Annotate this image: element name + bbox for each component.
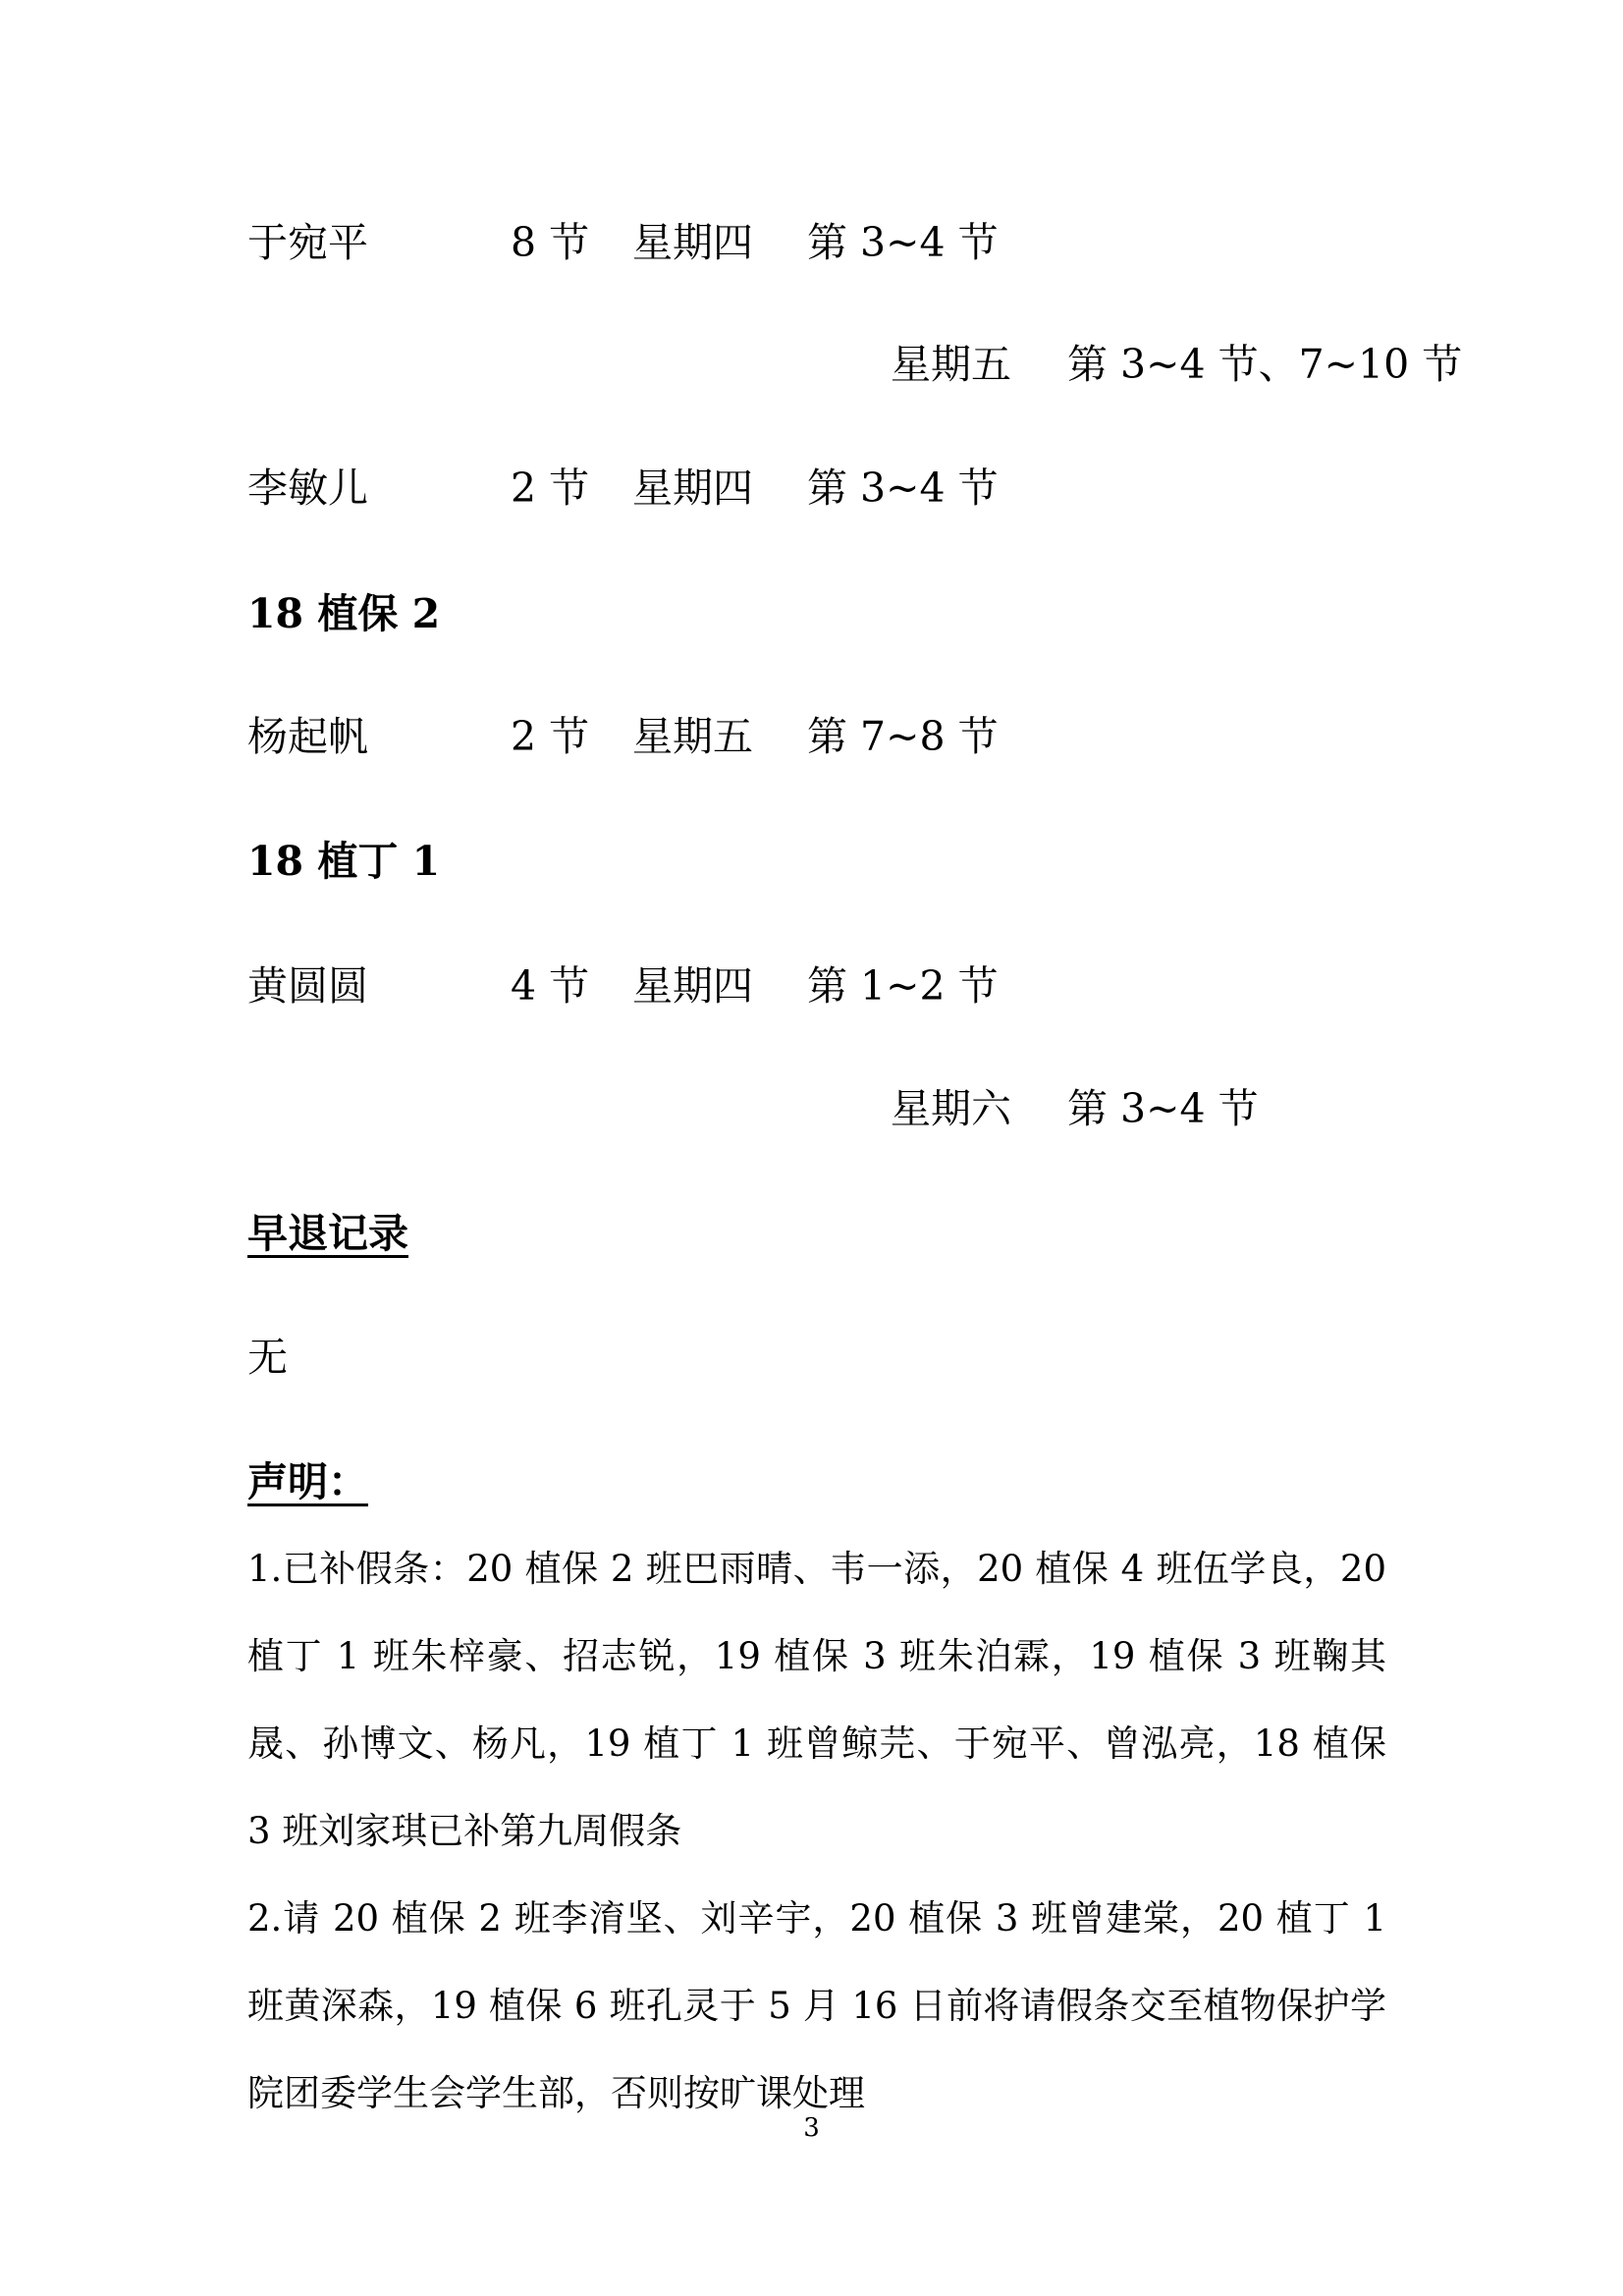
weekday: 星期四 bbox=[632, 962, 753, 1010]
student-name: 李敏儿 bbox=[247, 465, 368, 512]
class-heading: 18 植保 2 bbox=[247, 590, 441, 637]
periods: 第 3~4 节 bbox=[807, 465, 999, 512]
record-yang-qifan bbox=[247, 711, 999, 762]
student-name: 杨起帆 bbox=[247, 713, 368, 760]
page-number: 3 bbox=[803, 2113, 820, 2143]
early-leave-content: 无 bbox=[247, 1334, 288, 1381]
weekday: 星期四 bbox=[632, 465, 753, 512]
periods: 第 7~8 节 bbox=[807, 713, 999, 760]
period-count: 2 节 bbox=[511, 465, 590, 512]
periods: 第 3~4 节 bbox=[1067, 1085, 1259, 1132]
statement-item-2: 2.请 20 植保 2 班李淯坚、刘辛宇，20 植保 3 班曾建棠，20 植丁 1 班黄深森，19 植保 6 班孔灵于 5 月 16 日前将请假条交至植物保护学院团委学生会学生部，否则按旷课处理 bbox=[247, 1897, 1386, 2114]
periods: 第 1~2 节 bbox=[807, 962, 999, 1010]
student-name: 黄圆圆 bbox=[247, 962, 368, 1010]
record-huang-yuanyuan bbox=[247, 960, 999, 1011]
weekday: 星期六 bbox=[891, 1085, 1011, 1132]
class-heading: 18 植丁 1 bbox=[247, 838, 441, 885]
weekday: 星期五 bbox=[632, 713, 753, 760]
periods: 第 3~4 节、7~10 节 bbox=[1067, 341, 1463, 388]
early-leave-title: 早退记录 bbox=[247, 1210, 408, 1257]
student-name: 于宛平 bbox=[247, 219, 368, 266]
weekday: 星期五 bbox=[891, 341, 1011, 388]
record-li-miner bbox=[247, 463, 999, 514]
period-count: 8 节 bbox=[511, 219, 590, 266]
period-count: 4 节 bbox=[511, 962, 590, 1010]
weekday: 星期四 bbox=[632, 219, 753, 266]
statement-title: 声明： bbox=[247, 1458, 368, 1505]
statement-item-1: 1.已补假条：20 植保 2 班巴雨晴、韦一添，20 植保 4 班伍学良，20 植丁 1 班朱梓豪、招志锐，19 植保 3 班朱泊霖，19 植保 3 班鞠其晟、孙博文、杨凡，19 植丁 1 班曾鲸芫、于宛平、曾泓亮，18 植保 3 班刘家琪已补第九周假条 bbox=[247, 1548, 1386, 1852]
record-yu-wanping bbox=[247, 217, 999, 268]
periods: 第 3~4 节 bbox=[807, 219, 999, 266]
period-count: 2 节 bbox=[511, 713, 590, 760]
